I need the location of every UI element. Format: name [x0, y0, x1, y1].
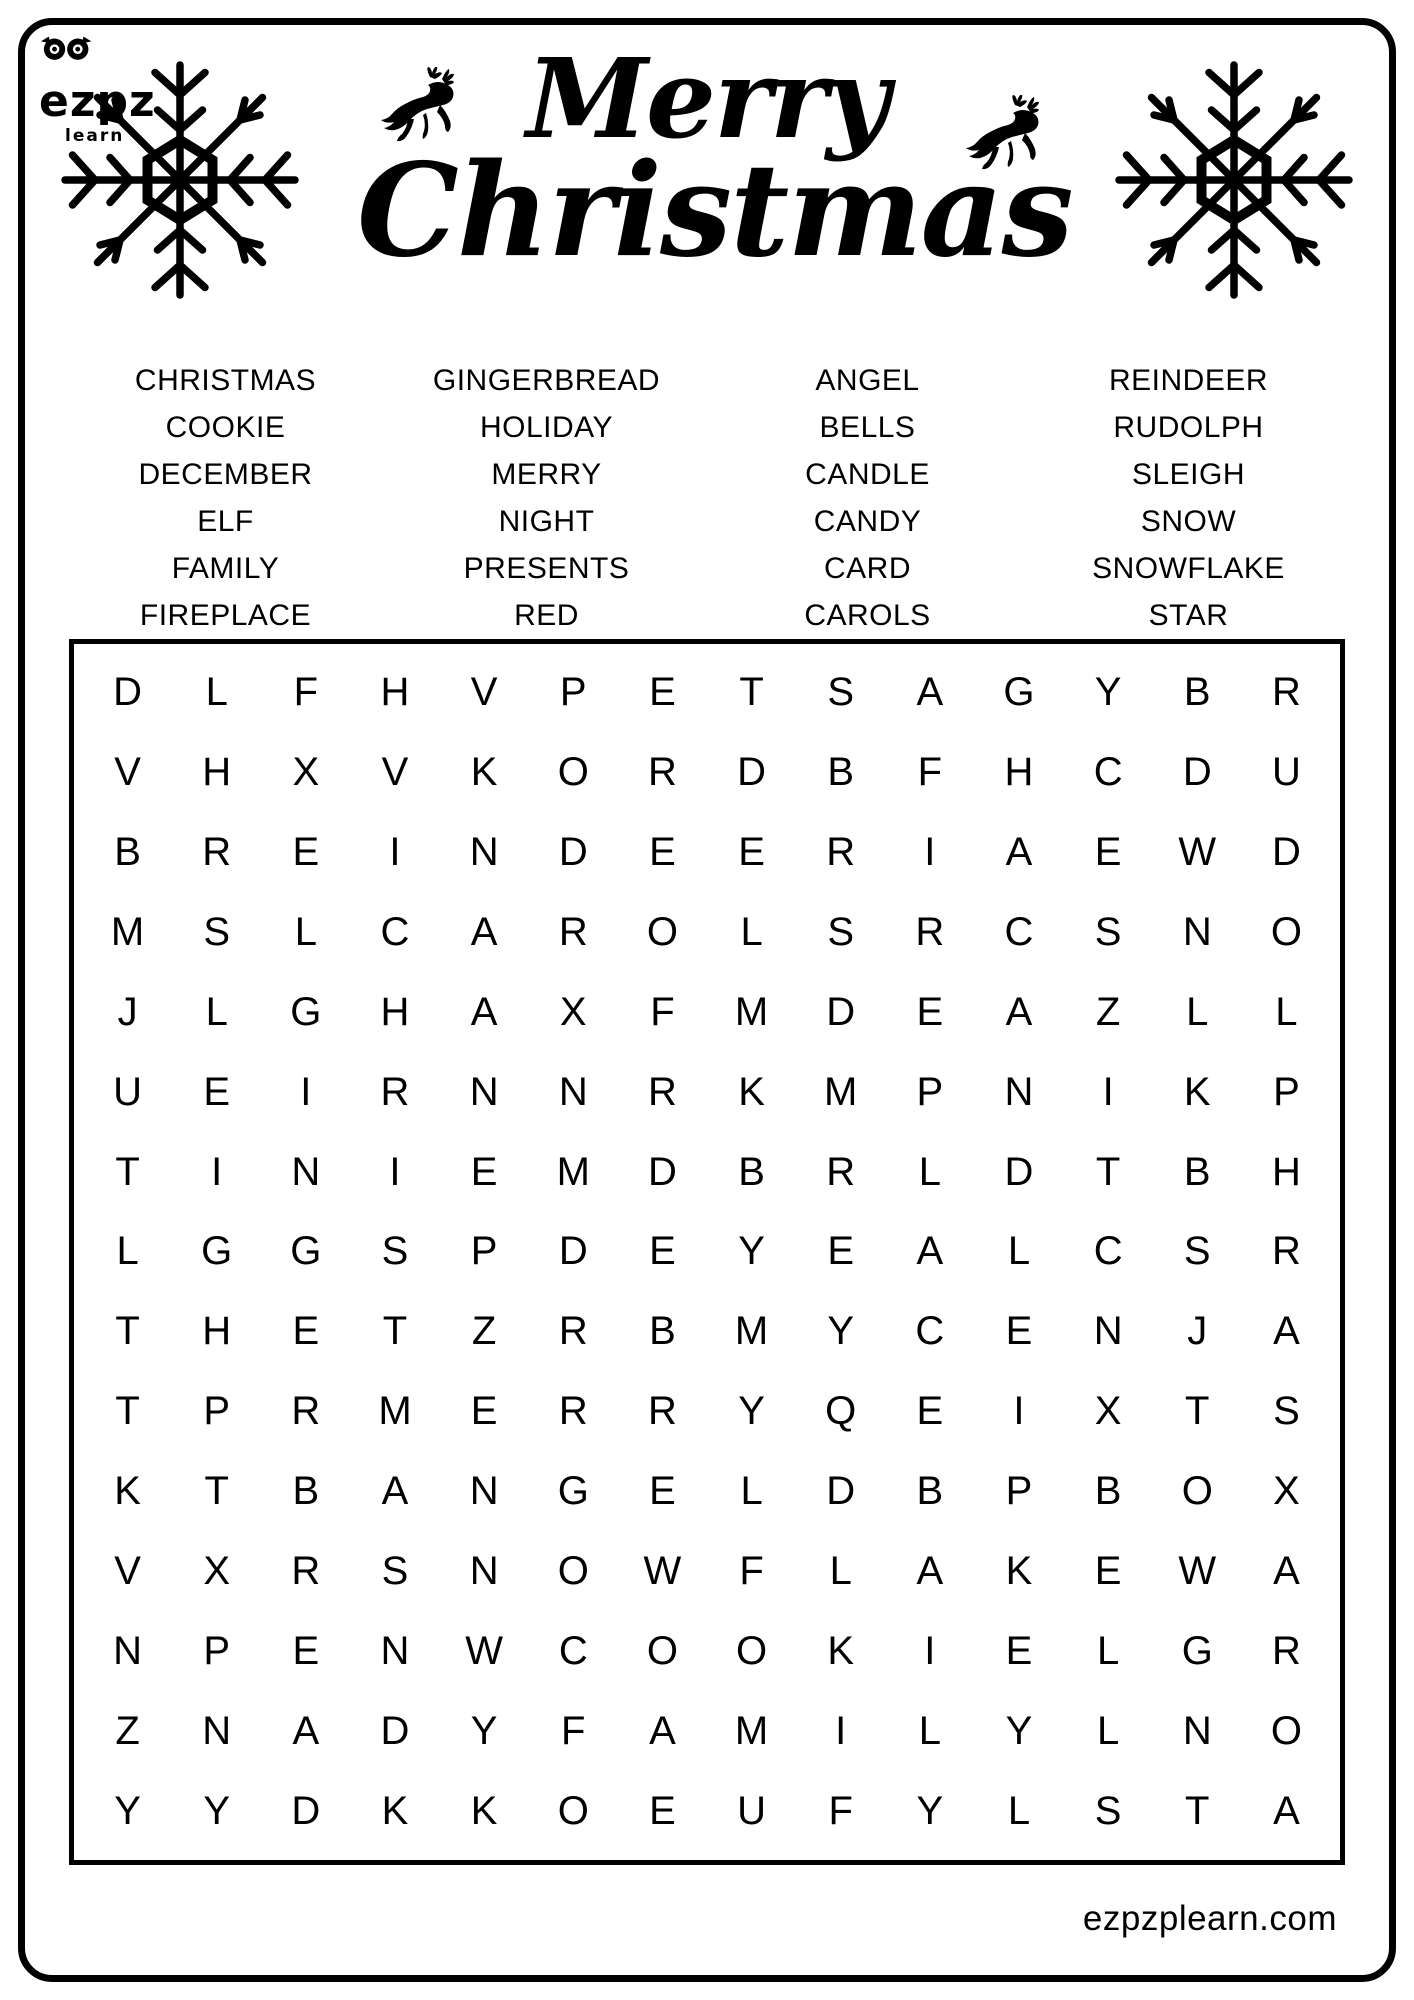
grid-cell[interactable]: D [737, 750, 767, 795]
worksheet-border [18, 18, 1396, 1982]
grid-cell[interactable]: E [203, 1069, 231, 1114]
logo-subtext: learn [65, 126, 125, 146]
grid-cell[interactable]: N [1182, 1708, 1212, 1753]
word-item: FAMILY [171, 552, 280, 585]
word-item: RED [514, 599, 579, 632]
grid-cell[interactable]: B [114, 830, 141, 875]
grid-cell[interactable]: I [389, 1149, 401, 1194]
grid-cell[interactable]: M [734, 1309, 769, 1354]
grid-cell[interactable]: C [1093, 1229, 1123, 1274]
grid-cell[interactable]: N [469, 1548, 499, 1593]
grid-cell[interactable]: L [829, 1548, 852, 1593]
grid-cell[interactable]: G [290, 1229, 322, 1274]
grid-cell[interactable]: A [916, 1229, 944, 1274]
grid-cell[interactable]: A [381, 1469, 409, 1514]
grid-cell[interactable]: E [738, 830, 765, 875]
grid-cell[interactable]: A [1273, 1309, 1300, 1354]
grid-cell[interactable]: A [916, 670, 944, 715]
grid-cell[interactable]: N [469, 830, 499, 875]
grid-cell[interactable]: K [470, 750, 498, 795]
grid-cell[interactable]: T [1185, 1788, 1210, 1833]
grid-cell[interactable]: X [203, 1548, 231, 1593]
grid-cell[interactable]: O [646, 1628, 678, 1673]
grid-cell[interactable]: F [561, 1708, 586, 1753]
word-list-column [707, 357, 1028, 639]
grid-cell[interactable]: I [835, 1708, 847, 1753]
grid-cell[interactable]: X [559, 989, 587, 1034]
word-item: NIGHT [498, 505, 595, 538]
grid-cell[interactable]: N [1182, 910, 1212, 955]
word-item: FIREPLACE [139, 599, 312, 632]
grid-cell[interactable]: F [650, 989, 675, 1034]
grid-cell[interactable]: C [915, 1309, 945, 1354]
word-item: SNOW [1140, 505, 1237, 538]
grid-cell[interactable]: H [202, 750, 232, 795]
grid-cell[interactable]: H [380, 989, 410, 1034]
grid-cell[interactable]: V [114, 1548, 141, 1593]
grid-cell[interactable]: I [1102, 1069, 1114, 1114]
word-item: DECEMBER [138, 458, 313, 491]
grid-cell[interactable]: I [300, 1069, 312, 1114]
grid-cell[interactable]: A [470, 989, 498, 1034]
grid-cell[interactable]: A [1005, 830, 1033, 875]
grid-cell[interactable]: K [114, 1469, 141, 1514]
grid-cell[interactable]: N [1004, 1069, 1034, 1114]
snowflake-icon [55, 55, 305, 305]
word-item: RUDOLPH [1113, 411, 1264, 444]
grid-cell[interactable]: Y [1005, 1708, 1033, 1753]
grid-cell[interactable]: H [380, 670, 410, 715]
grid-cell[interactable]: E [649, 1469, 676, 1514]
grid-cell[interactable]: R [558, 1389, 588, 1434]
grid-cell[interactable]: P [203, 1628, 231, 1673]
grid-cell[interactable]: M [556, 1149, 590, 1194]
grid-cell[interactable]: D [647, 1149, 677, 1194]
grid-cell[interactable]: B [1183, 670, 1211, 715]
grid-cell[interactable]: E [292, 1309, 320, 1354]
title-line-merry: Merry [526, 34, 888, 163]
grid-cell[interactable]: E [470, 1389, 498, 1434]
grid-cell[interactable]: L [740, 1469, 763, 1514]
grid-cell[interactable]: R [380, 1069, 410, 1114]
grid-cell[interactable]: G [1003, 670, 1035, 715]
grid-cell[interactable]: B [1094, 1469, 1122, 1514]
grid-cell[interactable]: R [1271, 1628, 1301, 1673]
grid-cell[interactable]: N [1093, 1309, 1123, 1354]
grid-cell[interactable]: J [1187, 1309, 1208, 1354]
grid-cell[interactable]: T [204, 1469, 229, 1514]
grid-cell[interactable]: V [470, 670, 498, 715]
grid-cell[interactable]: R [647, 1069, 677, 1114]
grid-cell[interactable]: F [293, 670, 319, 715]
grid-cell[interactable]: M [110, 910, 145, 955]
grid-cell[interactable]: U [1271, 750, 1301, 795]
grid-cell[interactable]: P [1005, 1469, 1033, 1514]
grid-cell[interactable]: E [1094, 830, 1122, 875]
grid-cell[interactable]: G [201, 1229, 233, 1274]
grid-cell[interactable]: E [470, 1149, 498, 1194]
grid-cell[interactable]: R [291, 1548, 321, 1593]
grid-cell[interactable]: F [917, 750, 943, 795]
snowflake-icon [1109, 55, 1359, 305]
word-list-column [1028, 357, 1349, 639]
grid-cell[interactable]: T [1185, 1389, 1210, 1434]
grid-cell[interactable]: Y [916, 1788, 944, 1833]
grid-cell[interactable]: B [738, 1149, 765, 1194]
grid-cell[interactable]: Y [470, 1708, 498, 1753]
grid-cell[interactable]: R [915, 910, 945, 955]
grid-cell[interactable]: S [1183, 1229, 1211, 1274]
grid-cell[interactable]: L [1007, 1788, 1031, 1833]
grid-cell[interactable]: I [389, 830, 401, 875]
grid-cell[interactable]: R [1271, 1229, 1301, 1274]
word-item: GINGERBREAD [432, 364, 661, 397]
grid-cell[interactable]: C [1093, 750, 1123, 795]
grid-cell[interactable]: C [380, 910, 410, 955]
grid-cell[interactable]: R [647, 750, 677, 795]
word-item: STAR [1148, 599, 1229, 632]
grid-cell[interactable]: U [113, 1069, 143, 1114]
grid-cell[interactable]: X [1094, 1389, 1122, 1434]
grid-cell[interactable]: A [1005, 989, 1033, 1034]
grid-cell[interactable]: O [736, 1628, 768, 1673]
grid-cell[interactable]: P [470, 1229, 498, 1274]
grid-cell[interactable]: E [292, 1628, 320, 1673]
grid-cell[interactable]: I [924, 830, 936, 875]
grid-cell[interactable]: H [202, 1309, 232, 1354]
word-list-column [386, 357, 707, 639]
grid-cell[interactable]: I [1013, 1389, 1025, 1434]
grid-cell[interactable]: W [643, 1548, 682, 1593]
grid-cell[interactable]: E [649, 830, 676, 875]
footer-url: ezpzplearn.com [1082, 1899, 1337, 1938]
grid-cell[interactable]: S [1094, 910, 1122, 955]
grid-cell[interactable]: A [916, 1548, 944, 1593]
grid-cell[interactable]: K [470, 1788, 498, 1833]
grid-cell[interactable]: E [649, 1788, 676, 1833]
grid-cell[interactable]: V [114, 750, 141, 795]
grid-cell[interactable]: Y [738, 1389, 765, 1434]
grid-cell[interactable]: H [1271, 1149, 1301, 1194]
grid-cell[interactable]: N [469, 1069, 499, 1114]
word-item: CAROLS [804, 599, 931, 632]
grid-cell[interactable]: A [292, 1708, 320, 1753]
grid-cell[interactable]: R [291, 1389, 321, 1434]
grid-cell[interactable]: N [469, 1469, 499, 1514]
grid-cell[interactable]: L [1186, 989, 1209, 1034]
grid-cell[interactable]: A [1273, 1788, 1300, 1833]
grid-cell[interactable]: Q [825, 1389, 857, 1434]
grid-cell[interactable]: W [1178, 830, 1217, 875]
grid-cell[interactable]: L [205, 989, 228, 1034]
word-list-column [65, 357, 386, 639]
grid-cell[interactable]: Z [1095, 989, 1121, 1034]
grid-cell[interactable]: G [290, 989, 322, 1034]
grid-cell[interactable]: E [292, 830, 320, 875]
grid-cell[interactable]: R [647, 1389, 677, 1434]
word-item: PRESENTS [463, 552, 630, 585]
grid-cell[interactable]: W [465, 1628, 504, 1673]
grid-cell[interactable]: L [116, 1229, 139, 1274]
grid-cell[interactable]: U [737, 1788, 767, 1833]
word-item: CANDY [813, 505, 922, 538]
grid-cell[interactable]: R [1271, 670, 1301, 715]
grid-cell[interactable]: I [211, 1149, 223, 1194]
grid-cells[interactable] [83, 653, 1331, 1851]
grid-cell[interactable]: D [1182, 750, 1212, 795]
grid-cell[interactable]: S [1094, 1788, 1122, 1833]
grid-cell[interactable]: L [1275, 989, 1298, 1034]
grid-cell[interactable]: D [826, 1469, 856, 1514]
grid-cell[interactable]: O [1181, 1469, 1213, 1514]
word-item: CARD [823, 552, 911, 585]
grid-cell[interactable]: D [291, 1788, 321, 1833]
grid-cell[interactable]: Z [115, 1708, 140, 1753]
grid-cell[interactable]: B [827, 750, 855, 795]
grid-cell[interactable]: K [738, 1069, 765, 1114]
grid-cell[interactable]: E [1005, 1628, 1033, 1673]
word-item: COOKIE [165, 411, 286, 444]
grid-cell[interactable]: R [558, 910, 588, 955]
grid-cell[interactable]: D [826, 989, 856, 1034]
grid-cell[interactable]: R [826, 1149, 856, 1194]
grid-cell[interactable]: D [1271, 830, 1301, 875]
grid-cell[interactable]: G [557, 1469, 589, 1514]
grid-cell[interactable]: K [1005, 1548, 1033, 1593]
grid-cell[interactable]: D [558, 1229, 588, 1274]
grid-cell[interactable]: X [1273, 1469, 1300, 1514]
grid-cell[interactable]: Y [738, 1229, 765, 1274]
word-item: CANDLE [805, 458, 930, 491]
grid-cell[interactable]: T [115, 1389, 140, 1434]
grid-cell[interactable]: M [734, 1708, 769, 1753]
grid-cell[interactable]: O [1270, 910, 1302, 955]
grid-cell[interactable]: O [646, 910, 678, 955]
grid-cell[interactable]: S [827, 670, 855, 715]
page-title [357, 34, 1072, 286]
grid-cell[interactable]: L [740, 910, 763, 955]
grid-cell[interactable]: G [1181, 1628, 1213, 1673]
grid-cell[interactable]: C [1004, 910, 1034, 955]
grid-cell[interactable]: Y [827, 1309, 855, 1354]
grid-cell[interactable]: E [916, 989, 944, 1034]
grid-cell[interactable]: B [916, 1469, 944, 1514]
grid-cell[interactable]: A [649, 1708, 676, 1753]
grid-cell[interactable]: E [649, 670, 676, 715]
grid-cell[interactable]: L [1097, 1628, 1120, 1673]
word-search-grid[interactable] [69, 639, 1345, 1865]
grid-cell[interactable]: I [924, 1628, 936, 1673]
grid-cell[interactable]: K [381, 1788, 409, 1833]
grid-cell[interactable]: S [1273, 1389, 1300, 1434]
grid-cell[interactable]: N [202, 1708, 232, 1753]
grid-cell[interactable]: O [557, 1548, 589, 1593]
grid-cell[interactable]: O [557, 750, 589, 795]
grid-cell[interactable]: D [1004, 1149, 1034, 1194]
grid-cell[interactable]: T [382, 1309, 408, 1354]
grid-cell[interactable]: A [1273, 1548, 1300, 1593]
grid-cell[interactable]: L [1007, 1229, 1031, 1274]
grid-cell[interactable]: B [292, 1469, 320, 1514]
grid-cell[interactable]: D [558, 830, 588, 875]
grid-cell[interactable]: K [1183, 1069, 1211, 1114]
word-item: BELLS [819, 411, 916, 444]
logo-text: ezpz [39, 76, 156, 127]
grid-cell[interactable]: K [827, 1628, 855, 1673]
word-item: SLEIGH [1131, 458, 1246, 491]
grid-cell[interactable]: R [826, 830, 856, 875]
grid-cell[interactable]: Y [114, 1788, 141, 1833]
word-list [65, 357, 1349, 639]
grid-cell[interactable]: S [827, 910, 855, 955]
grid-cell[interactable]: V [381, 750, 409, 795]
grid-cell[interactable]: L [205, 670, 228, 715]
grid-cell[interactable]: Y [1094, 670, 1122, 715]
grid-cell[interactable]: D [380, 1708, 410, 1753]
grid-cell[interactable]: F [828, 1788, 853, 1833]
grid-cell[interactable]: D [113, 670, 143, 715]
grid-cell[interactable]: S [203, 910, 231, 955]
grid-cell[interactable]: L [918, 1149, 941, 1194]
grid-cell[interactable]: R [558, 1309, 588, 1354]
grid-cell[interactable]: E [916, 1389, 944, 1434]
grid-cell[interactable]: B [649, 1309, 676, 1354]
grid-cell[interactable]: F [739, 1548, 764, 1593]
grid-cell[interactable]: E [827, 1229, 855, 1274]
grid-cell[interactable]: P [559, 670, 587, 715]
grid-cell[interactable]: M [378, 1389, 412, 1434]
word-item: SNOWFLAKE [1092, 552, 1285, 585]
title-line-christmas: Christmas [357, 136, 1072, 286]
grid-cell[interactable]: J [117, 989, 138, 1034]
grid-cell[interactable]: P [203, 1389, 231, 1434]
header-art [25, 25, 1389, 325]
grid-cell[interactable]: S [381, 1229, 409, 1274]
grid-cell[interactable]: T [115, 1309, 140, 1354]
grid-cell[interactable]: Y [203, 1788, 231, 1833]
grid-cell[interactable]: L [294, 910, 317, 955]
grid-cell[interactable]: X [292, 750, 320, 795]
word-item: REINDEER [1108, 364, 1269, 397]
grid-cell[interactable]: T [115, 1149, 140, 1194]
grid-cell[interactable]: P [1273, 1069, 1300, 1114]
grid-cell[interactable]: B [1183, 1149, 1211, 1194]
grid-cell[interactable]: O [557, 1788, 589, 1833]
grid-cell[interactable]: E [1094, 1548, 1122, 1593]
grid-cell[interactable]: C [558, 1628, 588, 1673]
grid-cell[interactable]: S [381, 1548, 409, 1593]
grid-cell[interactable]: L [1097, 1708, 1120, 1753]
grid-cell[interactable]: T [739, 670, 764, 715]
grid-cell[interactable]: Z [471, 1309, 497, 1354]
grid-cell[interactable]: R [202, 830, 232, 875]
grid-cell[interactable]: W [1178, 1548, 1217, 1593]
grid-cell[interactable]: N [558, 1069, 588, 1114]
grid-cell[interactable]: H [1004, 750, 1034, 795]
word-item: ELF [197, 505, 254, 538]
grid-cell[interactable]: P [916, 1069, 944, 1114]
word-item: ANGEL [815, 364, 920, 397]
grid-cell[interactable]: A [470, 910, 498, 955]
grid-cell[interactable]: L [918, 1708, 941, 1753]
grid-cell[interactable]: E [1005, 1309, 1033, 1354]
word-item: MERRY [491, 458, 602, 491]
grid-cell[interactable]: N [113, 1628, 143, 1673]
grid-cell[interactable]: E [649, 1229, 676, 1274]
grid-cell[interactable]: O [1270, 1708, 1302, 1753]
word-item: HOLIDAY [480, 411, 613, 444]
grid-cell[interactable]: N [380, 1628, 410, 1673]
grid-cell[interactable]: M [734, 989, 769, 1034]
grid-cell[interactable]: T [1095, 1149, 1121, 1194]
grid-cell[interactable]: N [291, 1149, 321, 1194]
grid-cell[interactable]: M [824, 1069, 858, 1114]
word-item: CHRISTMAS [134, 364, 317, 397]
